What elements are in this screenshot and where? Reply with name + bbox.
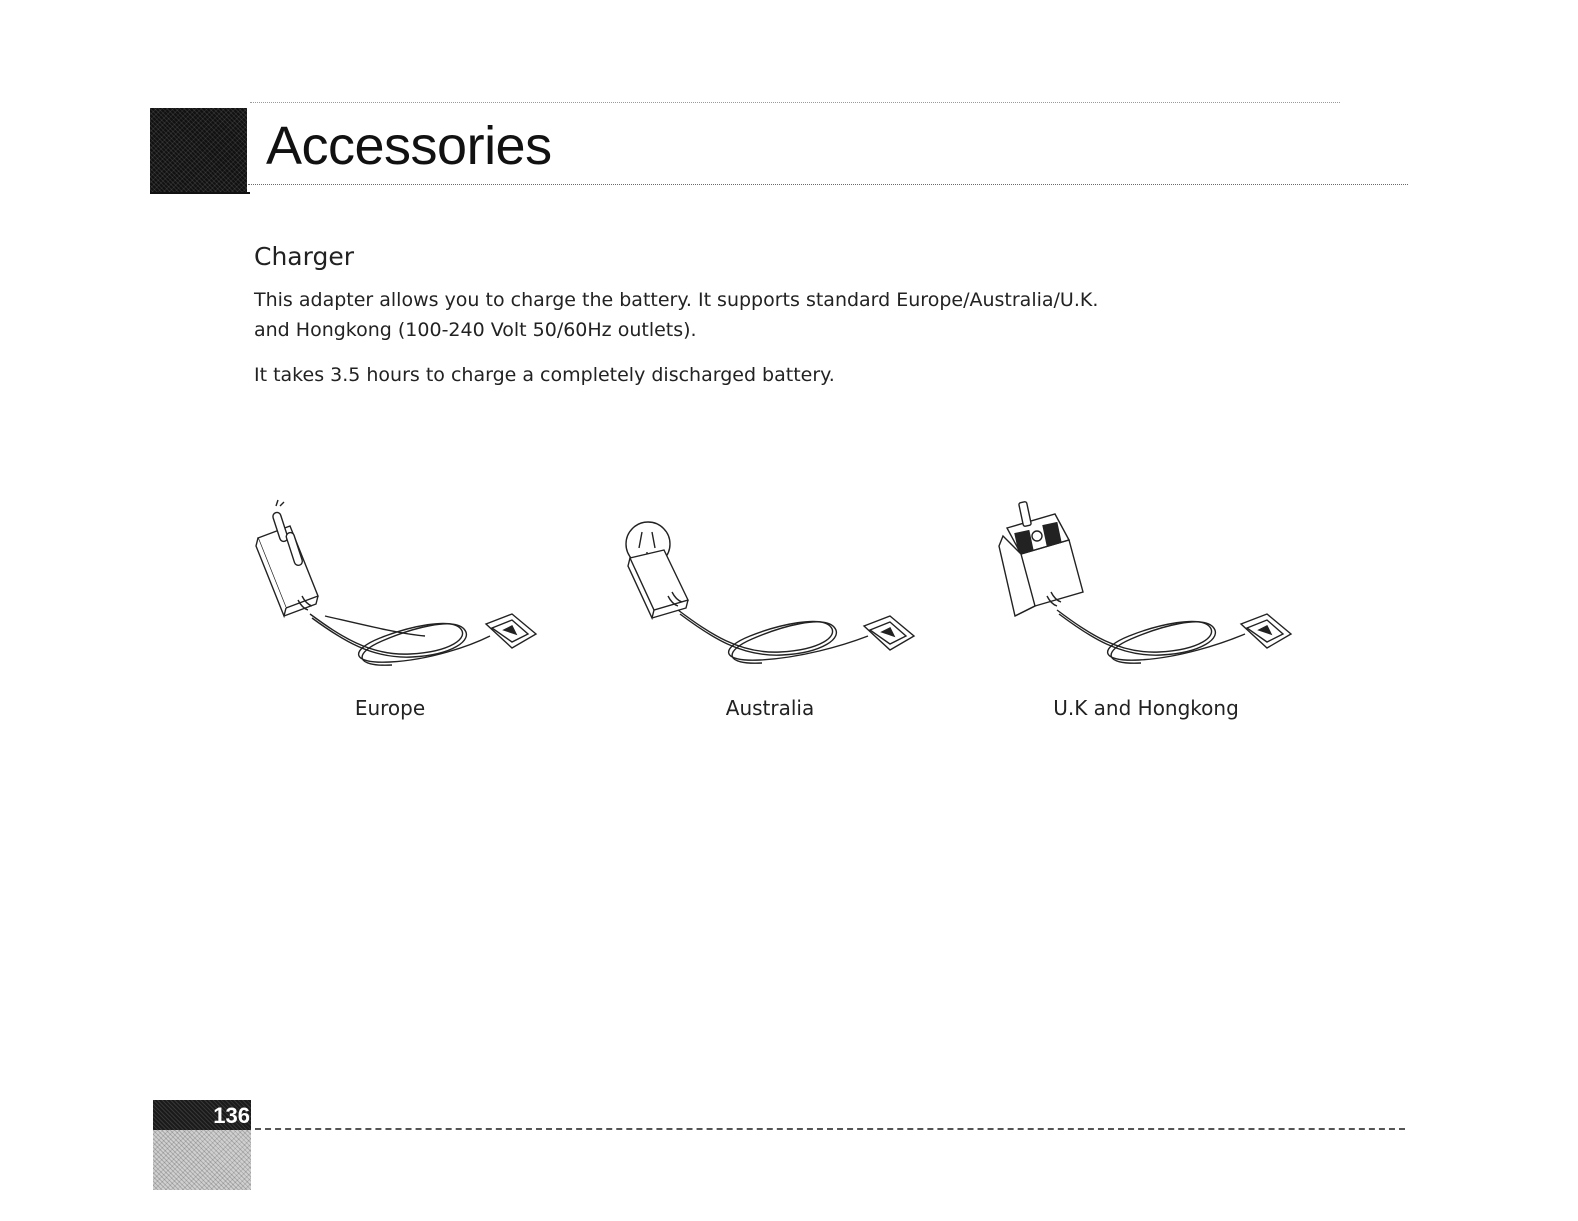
header-top-rule <box>250 102 1340 103</box>
header-decoration-block <box>150 108 247 194</box>
charge-time-note: It takes 3.5 hours to charge a completely discharged battery. <box>254 364 835 386</box>
uk-charger-icon <box>995 496 1295 666</box>
europe-caption: Europe <box>354 696 426 720</box>
header-baseline <box>150 192 250 194</box>
australia-charger-icon <box>620 496 920 666</box>
europe-charger-icon <box>250 496 550 666</box>
description-line-1: This adapter allows you to charge the battery. It supports standard Europe/Australia/U.K. <box>254 289 1099 311</box>
description-line-2: and Hongkong (100-240 Volt 50/60Hz outlets). <box>254 319 697 341</box>
footer-rule <box>255 1128 1405 1130</box>
header-bottom-rule <box>248 184 1408 185</box>
australia-caption: Australia <box>725 696 815 720</box>
page-number: 136 <box>213 1103 250 1128</box>
charger-description <box>254 285 1254 345</box>
section-title: Charger <box>254 242 354 271</box>
uk-hongkong-caption: U.K and Hongkong <box>1053 696 1239 720</box>
page-title: Accessories <box>266 116 552 176</box>
